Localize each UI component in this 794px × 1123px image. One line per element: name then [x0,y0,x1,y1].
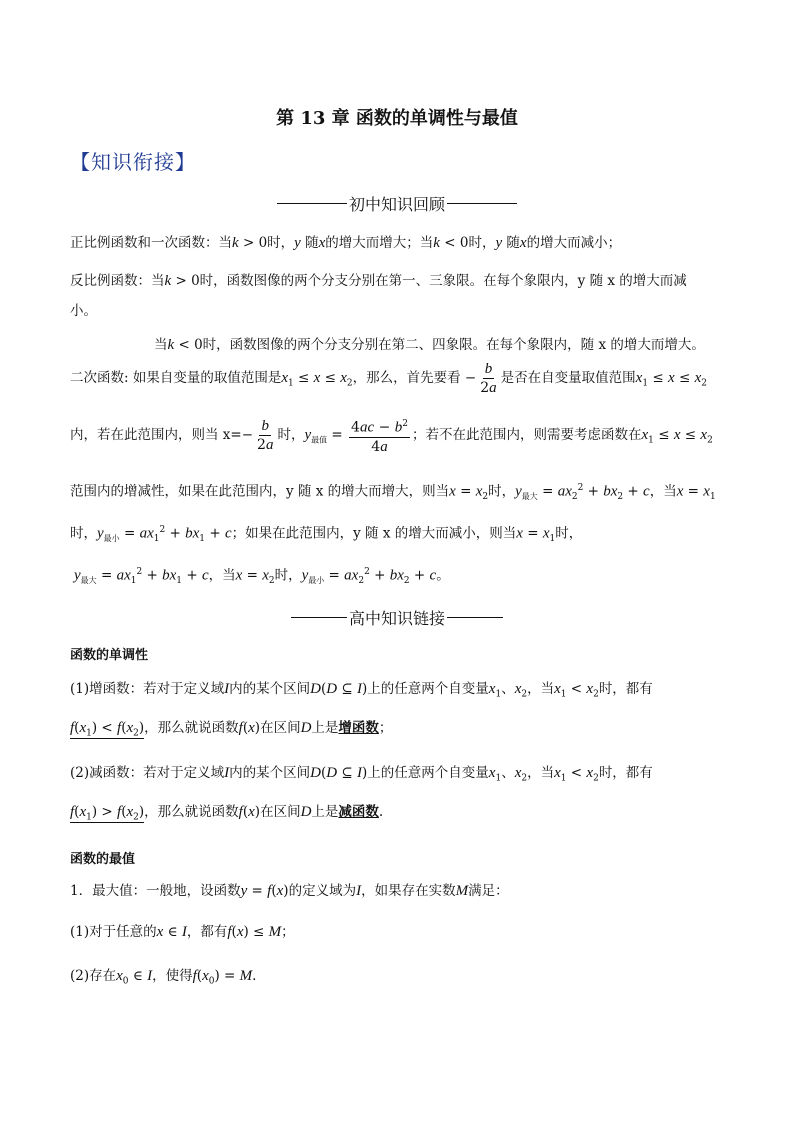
text: ； [378,720,393,736]
text: 时， [555,525,583,542]
para-quadratic-2: 内，若在此范围内，则当 x=− $\frac{b}{2a}$ 时，$y_{最值}$ = $\frac{4ac - b^2}{4a}$ ；若不在此范围内，则需要考虑函数在$x_1 \le x \le x_2$ [70,415,713,456]
para-inverse-2: 小。 [70,303,97,319]
divider-rule-right [447,617,503,618]
fraction-b-over-2a: $\frac{b}{2a}$ [480,361,497,396]
text: 随 [305,235,319,251]
fraction-b-over-2a: $\frac{b}{2a}$ [257,417,274,453]
text: ，那么就说函数 [144,804,239,820]
term-increasing: 增函数 [338,720,379,736]
text: 。 [436,567,450,584]
text: 的增大而增大；当 [325,235,434,251]
para-quadratic-3: 范围内的增减性，如果在此范围内，y 随 x 的增大而增大，则当$x = x_2$时，$y_{最大} = ax_2^2 + bx_2 + c$，当$x = x_1$ [70,483,716,503]
text: 范围内的增减性，如果在此范围内，y 随 x 的增大而增大，则当 [70,483,450,500]
fraction-vertex-value: $\frac{4ac - b^2}{4a}$ [349,415,410,456]
text: 、 [501,681,515,697]
text: 时，函数图像的两个分支分别在第二、四象限。在每个象限内，随 x 的增大而增大。 [202,337,705,353]
text: . [378,804,384,820]
para-condition-1: (1)对于任意的x ∈ I，都有f(x) ≤ M； [70,924,295,940]
text: 时，函数图像的两个分支分别在第一、三象限。在每个象限内，y 随 x 的增大而减 [199,273,687,289]
text: (1)增函数：若对于定义域 [70,681,225,697]
text: 时， [488,483,516,500]
text: ，使得 [152,968,193,984]
divider-rule-left [291,617,347,618]
page-title: 第 13 章 函数的单调性与最值 [276,108,518,129]
para-linear: 正比例函数和一次函数：当k > 0时，y 随x的增大而增大；当k < 0时，y 随x的增大而减小； [70,235,622,251]
text: 时， [274,567,302,584]
text: ；如果在此范围内，y 随 x 的增大而减小，则当 [231,525,517,542]
text: 、 [501,765,515,781]
text: ； [281,924,295,940]
para-inverse-3: 当k < 0时，函数图像的两个分支分别在第二、四象限。在每个象限内，随 x 的增大而增大。 [154,337,705,353]
text: 内的某个区间 [229,765,311,781]
section-badge: 【知识衔接】 [70,150,196,174]
para-increasing-2: $f(x_1) < f(x_2)$，那么就说函数f(x)在区间D上是增函数； [70,720,393,739]
divider-rule-left [277,203,347,204]
text: ，那么就说函数 [144,720,239,736]
text: 的定义域为 [288,883,357,899]
divider-senior [0,606,794,629]
divider-junior [0,192,794,215]
text: 时， [267,235,295,251]
text: 内，若在此范围内，则当 x= [70,426,242,443]
text: 是否在自变量取值范围 [500,370,636,386]
text: 在区间 [260,720,301,736]
text: 时， [468,235,496,251]
text: 时，都有 [598,765,653,781]
text: 反比例函数：当 [70,273,165,289]
text: ，那么，首先要看 [352,370,461,386]
para-decreasing-2: $f(x_1) > f(x_2)$，那么就说函数f(x)在区间D上是减函数. [70,804,384,823]
para-condition-2: (2)存在$x_0$ ∈ I，使得$f(x_0) = M$. [70,968,257,987]
para-quadratic-4: 时，$y_{最小} = ax_1^2 + bx_1 + c$；如果在此范围内，y 随 x 的增大而减小，则当$x = x_1$时， [70,525,583,545]
text: 满足： [468,883,509,899]
text: 二次函数: 如果自变量的取值范围是 [70,370,282,386]
divider-junior-label: 初中知识回顾 [348,195,445,214]
text: 上的任意两个自变量 [367,681,489,697]
text: ，当 [527,765,555,781]
divider-rule-right [447,203,517,204]
text: 时， [277,426,305,443]
text: ；若不在此范围内，则需要考虑函数在 [412,426,642,443]
text: 内的某个区间 [229,681,311,697]
para-quadratic-5: $y_{最大} = ax_1^2 + bx_1 + c$，当$x = x_2$时，$y_{最小} = ax_2^2 + bx_2 + c$。 [74,567,450,587]
divider-senior-label: 高中知识链接 [348,609,445,628]
heading-extrema: 函数的最值 [70,852,136,867]
para-decreasing-1: (2)减函数：若对于定义域I内的某个区间D(D ⊆ I)上的任意两个自变量$x_1$、$x_2$，当$x_1 < x_2$时，都有 [70,765,653,784]
text: (2)减函数：若对于定义域 [70,765,225,781]
text: 正比例函数和一次函数：当 [70,235,232,251]
text: ，都有 [186,924,228,940]
term-decreasing: 减函数 [338,804,379,820]
text: 的增大而减小； [526,235,622,251]
para-inverse-1: 反比例函数：当k > 0时，函数图像的两个分支分别在第一、三象限。在每个象限内，y 随 x 的增大而减 [70,273,687,289]
text: 时， [70,525,97,542]
para-increasing-1: (1)增函数：若对于定义域I内的某个区间D(D ⊆ I)上的任意两个自变量$x_1$、$x_2$，当$x_1 < x_2$时，都有 [70,681,653,700]
heading-monotonicity: 函数的单调性 [70,648,149,663]
text: 时，都有 [598,681,653,697]
text: 在区间 [260,804,301,820]
text: (2)存在 [70,968,117,984]
text: 当 [154,337,168,353]
text: 1．最大值：一般地，设函数 [70,883,241,899]
text: ，如果存在实数 [361,883,456,899]
text: ，当 [527,681,555,697]
text: 上是 [311,804,339,820]
text: . [252,968,257,984]
text: (1)对于任意的 [70,924,157,940]
para-quadratic-1: 二次函数: 如果自变量的取值范围是$x_1 \le x \le x_2$，那么，首先要看 − $\frac{b}{2a}$ 是否在自变量取值范围$x_1 \le x \le x_2$ [70,361,707,396]
text: 随 [506,235,520,251]
para-maximum: 1．最大值：一般地，设函数y = f(x)的定义域为I，如果存在实数M满足： [70,883,509,899]
text: 上是 [311,720,339,736]
text: ，当 [208,567,236,584]
text: ，当 [649,483,677,500]
text: 上的任意两个自变量 [367,765,489,781]
